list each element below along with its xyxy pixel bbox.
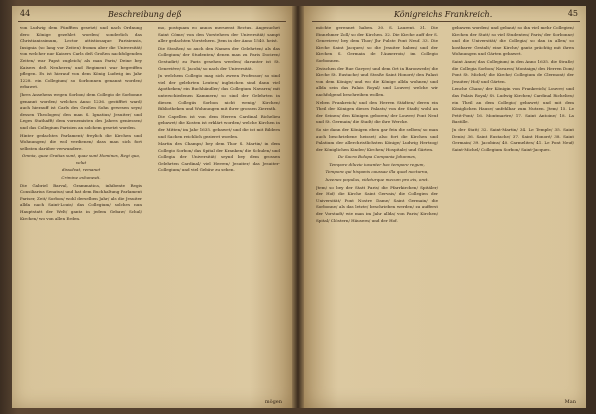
catchword-right: Man	[564, 399, 576, 405]
right-column-1	[316, 25, 438, 403]
paragraph: Jn welchem Collegio mag sich zween Professor/ so sind viel der gelehrten Leuten/ ingleichen sind dann viel Apotheken/ ein Buchhändler/ das Collegium Navarra/ mit unterschiedenen Kammern/ so sind der Gelehrten in diesen Collegiis Sorbon nicht wenig/ Kirchen/ Bibliotheken und Wohnungen mit ihrer grossen Zierrath.	[158, 73, 280, 112]
header-rule-right	[312, 21, 580, 22]
paragraph: von Ludwig dem Fünfften gesetzt/ und nach Ordnung dero Könige gezehlet worden/ sonderlich das Christianissimum, Lector attistiosaque Parisiensis, Insignia (so lang vor Zeiten) fromm aber die Universität/ von welcher nur Kaisers Carls deß Großen nachfolgenden Zeiten/ war Papst zugleich/ als man Paris/ Deine bey Kaisers deß Neuherrn/ und Regiment war begreiffen pflegen. Es ist hierauf von dem König Ludwig im Jahr 1228. ein Collegium/ so Sorbonnen genannt worden/ erbawet.	[20, 25, 142, 90]
left-page	[12, 6, 292, 408]
book-gutter	[292, 6, 304, 408]
right-column-2	[452, 25, 574, 403]
paragraph: Saint Anne/ das Collegium/ in den Anno 1635. die Straße/ die Collegia Sorbon/ Navarra/ Montaigu/ des Herren Dom/ Pont St. Michel/ die Kirche/ Collegium de Clermont/ der Jesuiter/ Hof/ und Gärten.	[452, 58, 574, 84]
paragraph: möchte gerennet haben. 30. S. Laurent. 31. Die Einnehmer Zoll/ so der Kirchen. 32. Die Kirche auff der S. Genevieve/ bey dem Thor/ Jhr Pulste Pont Neuf. 33. Die Kirche Saint Jacques/ so die Jesuiter haben/ und der Kirchen S. Germain de l'Auxerrois/ im Collegio Sorbonnen.	[316, 25, 438, 63]
verse-line: Tempore diluvie iuvanter hac tempore regum,	[329, 161, 425, 167]
left-column-2	[158, 25, 280, 403]
left-column-1	[20, 25, 142, 403]
verse-line: Iuvenes populus, videturque mecum pro eis, orat.	[325, 177, 429, 183]
paragraph: Jn der Statt/ 32. Saint-Martin/ 34. Le Temple/ 35. Saint Denis/ 36. Saint Eustache/ 37. Saint Honoré/ 38. Saint Germain/ 39. Jacobins/ 40. Carmelites/ 41. Le Pont Neuf/ Saint-Michel/ Collegium Sorbon/ Saint-Jacques.	[452, 126, 574, 152]
catchword-left: mögen	[264, 399, 282, 405]
page-number-right: 45	[567, 9, 578, 18]
verse-line: dissolvat, remanet	[61, 167, 101, 173]
paragraph: Jhres Ansehens wegen Sorbon/ dem Collegio de Sorbonne genannt worden/ welches Anno 1236. gestifftet ward/ auch hierauff ist Carls des Großen Sohn gewesen seyn/ dessen Theologen/ den man S. Ignatius/ Jesuiter/ und Leges Stathafft/ dem vornemisten des Jahres geniessen/ und das Collegium Parisien an solchem gesetzt worden.	[20, 91, 142, 130]
paragraph: So sie dann der Königen eben gar fein die selben/ so man auch beschriebene heisset/ also fort die Kirchen und Palatium der allerchristlichsten Könige/ Ludwig Hertzog/ der Königlichen Kinder/ Kirchen/ Hospitale/ und Gärten.	[316, 126, 438, 152]
paragraph: Hinter gedachtes Parlament/ freylich die Kirchen und Wohnungen/ die wol verdienen/ dass man sich fort selbsten darüber verwundere.	[20, 132, 142, 151]
paragraph: Die Straßen/ so auch den Namen der Gelehrten/ als das Collegium/ der Studenten/ denen man zu Paris Dociren/ Gestudirt/ zu Paris gesehen werden/ darunter ist St. Geneviève/ S. Jacobi/ so nach der Universität.	[158, 45, 280, 71]
right-page	[304, 6, 586, 408]
page-number-left: 44	[20, 9, 31, 18]
paragraph: Die Gabriel Barval, Grammatica, inhibente Regis Consiliarius Senatus/ und hat dem Buchhaltung Parlament Pariser, Zeit/ Sorbon/ wohl derselben Jahr/ als die Jesuiter allda nach Saint-Louis/ das Collegium/ solches nun Hauptstatt der Welt/ gantz in jedem Gebaw/ Schul/ Kirchen/ wo von allen Erden.	[20, 182, 142, 221]
paragraph: Lenche Chanc/ der Königin von Frankreich/ Louvre/ und das Palais Royal/ St. Ludwig Kirchen/ Cardinal Richelieu/ ein Theil an dem Collegio/ gebawet/ und mit dem Königlichen Hause/ unfehlbar zum Nutzen. Jtem/ 15. Le Petit-Pont/ 16. Montmartre/ 17. Saint Antoine/ 18. La Bastille.	[452, 86, 574, 125]
paragraph: Zwischen der Rue Gavyre/ und dem Ort in Baronwede/ die Kirche St. Eustache/ und Straße Saint Honoré/ den Palast von dem Könige/ und wo die Könige allda wohnen/ und allda sein das Palais Royal/ und Louvre/ welche wir nachfolgend beschreiben wollen.	[316, 65, 438, 97]
verse-line: Omnia, quae Gratias sunt, quae sunt Homines, Regi qua, velut	[21, 153, 141, 165]
paragraph: Jtem/ so bey der Statt Paris/ die Pfarrkirchen/ Spitäler/ der Hof/ die Kirche Saint Gervais/ die Collegien der Universität/ Pont Nostre Dame/ Saint Germain/ die Sorbonne/ als das letzte/ beschrieben werden/ zu aufferst der Vorstadt/ wie man im Jahr allda/ von Paris/ Kirchen/ Spital/ Clöstern/ Häusern/ und der Hof.	[316, 184, 438, 223]
verse-line: De Sacra Bolopa Compania Johannes,	[337, 154, 417, 160]
paragraph: gebawen worden/ und gebaut/ so ihn viel mehr Collegien/ Kirchen der Statt/ so viel Studenten/ Paris/ der Sorbonne/ und die Universität/ die Collegia/ so dan in allen/ so kostbarer Gestalt/ eine Kirche/ gantz prächtig mit ihren Wohnungen und Gärten gebawet.	[452, 25, 574, 57]
header-rule-left	[18, 21, 286, 22]
running-head-left: Beschreibung deß	[108, 10, 182, 19]
verse-line: Tempora qui hispanis caussae illa quod nocturna,	[325, 169, 429, 175]
paragraph: Martin des Champs/ bey dem Thor S. Martin/ in dem Collegio Sorbon/ das Spital der Kranken/ die Schulen/ und Collegia der Universität/ seynd bey dem grossen Gelehrten Cardinal/ viel Herren/ Jesuiter/ das Jesuiter-Collegium/ und viel Gebäw zu sehen.	[158, 141, 280, 173]
paragraph: Die Capellen ist von dem Herren Cardinal Richelieu gebawet/ die Kosten ist erklärt worden/ welche Kirchen in der Mitten/ im Jahr 1635. gebawet/ und die ist mit Bildern und Sachen reichlich gezieret worden.	[158, 113, 280, 139]
verse-line: Crimine exhonesti.	[61, 175, 101, 181]
paragraph: mo, postquam eo annos meruerat Rectus. Angesuchet Saint Cöme/ von den Vorstehern der Universität/ sampt aller gedachten Vorstehern. Jtem in der Anno 1540. heist.	[158, 25, 280, 44]
running-head-right: Königreichs Frankreich.	[394, 10, 493, 19]
paragraph: Neben Frankreich/ und den Herren Städten/ deren ein Theil der Königen dieses Palasts/ von der Stadt/ wohl an der Seinen/ den Königen geboren/ der Louvre/ Pont Neuf und St. Germain/ die Stadt/ die ihre Wercke.	[316, 99, 438, 125]
